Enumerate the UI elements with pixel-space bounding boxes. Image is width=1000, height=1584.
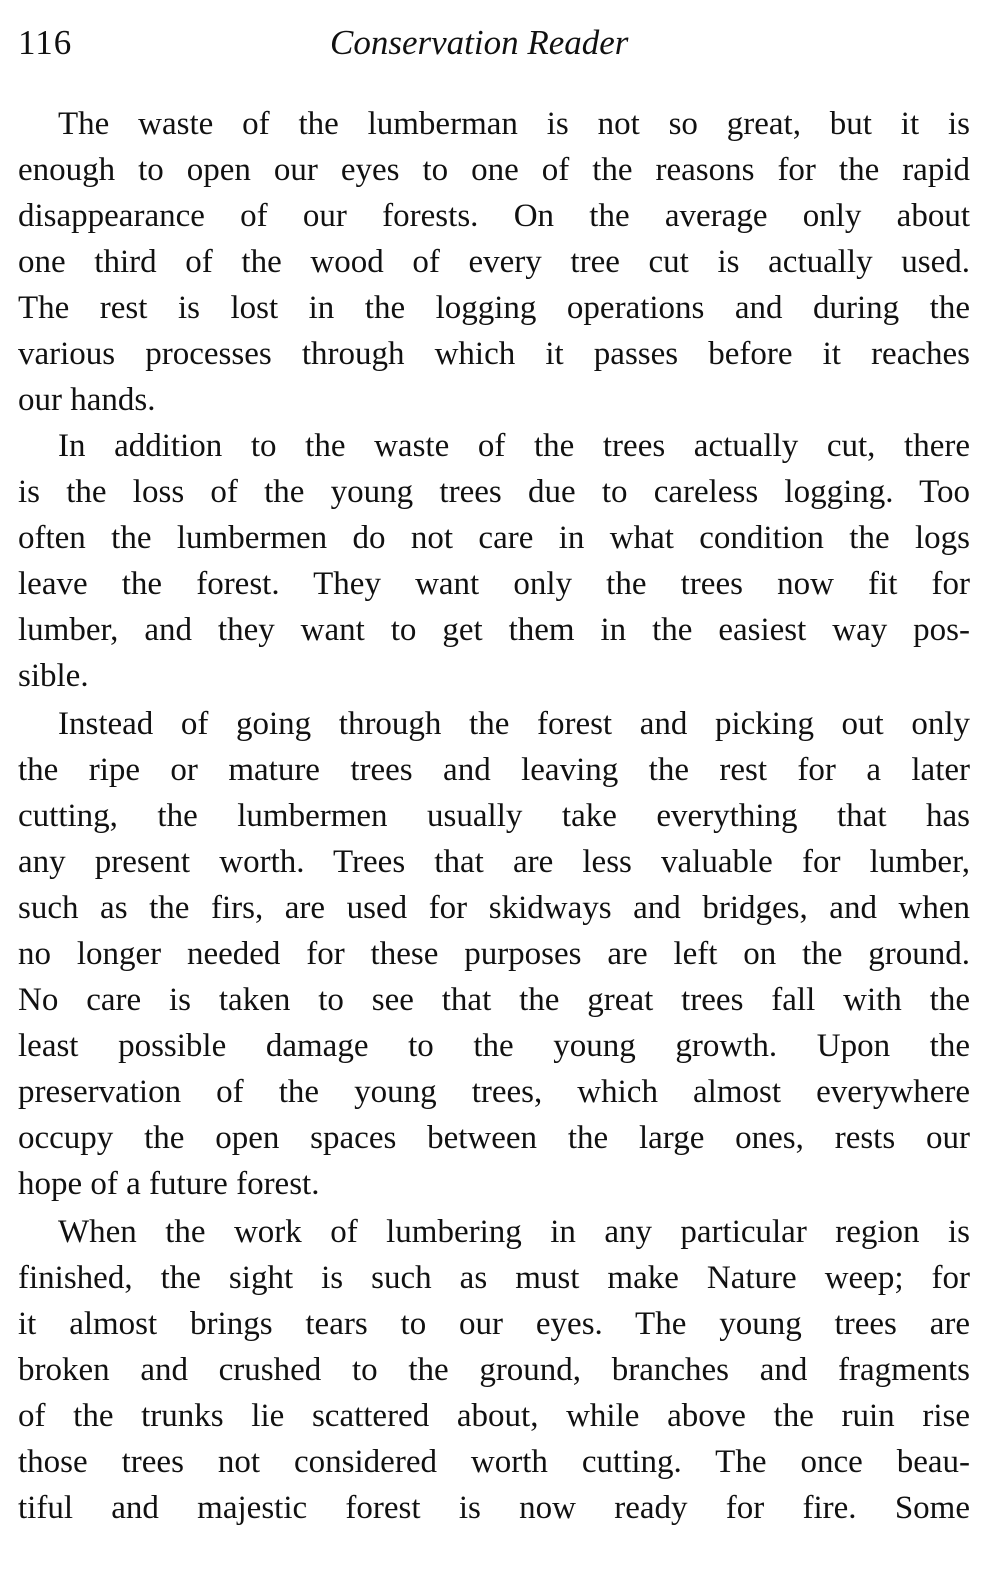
text-line: lumber, and they want to get them in the easiest way pos-: [18, 612, 970, 648]
text-line: of the trunks lie scattered about, while above the ruin rise: [18, 1398, 970, 1434]
text-line: preservation of the young trees, which almost everywhere: [18, 1074, 970, 1110]
text-line: one third of the wood of every tree cut is actually used.: [18, 244, 970, 280]
page-number: 116: [18, 23, 73, 62]
text-line: In addition to the waste of the trees actually cut, there: [58, 428, 970, 464]
text-line: broken and crushed to the ground, branches and fragments: [18, 1352, 970, 1388]
text-line: it almost brings tears to our eyes. The young trees are: [18, 1306, 970, 1342]
text-line: disappearance of our forests. On the average only about: [18, 198, 970, 234]
text-line: sible.: [18, 658, 89, 694]
text-line: is the loss of the young trees due to careless logging. Too: [18, 474, 970, 510]
text-line: least possible damage to the young growth. Upon the: [18, 1028, 970, 1064]
text-line: such as the firs, are used for skidways and bridges, and when: [18, 890, 970, 926]
text-line: any present worth. Trees that are less valuable for lumber,: [18, 844, 970, 880]
text-line: finished, the sight is such as must make Nature weep; for: [18, 1260, 970, 1296]
page-header: [18, 18, 970, 68]
text-line: When the work of lumbering in any particular region is: [58, 1214, 970, 1250]
text-line: The waste of the lumberman is not so great, but it is: [58, 106, 970, 142]
text-line: cutting, the lumbermen usually take everything that has: [18, 798, 970, 834]
running-title: Conservation Reader: [330, 23, 629, 62]
text-line: tiful and majestic forest is now ready for fire. Some: [18, 1490, 970, 1526]
text-line: various processes through which it passes before it reaches: [18, 336, 970, 372]
text-line: no longer needed for these purposes are left on the ground.: [18, 936, 970, 972]
text-line: No care is taken to see that the great trees fall with the: [18, 982, 970, 1018]
text-line: hope of a future forest.: [18, 1166, 320, 1202]
text-line: those trees not considered worth cutting. The once beau-: [18, 1444, 970, 1480]
text-line: Instead of going through the forest and picking out only: [58, 706, 970, 742]
text-line: the ripe or mature trees and leaving the rest for a later: [18, 752, 970, 788]
text-line: our hands.: [18, 382, 156, 418]
text-line: leave the forest. They want only the trees now fit for: [18, 566, 970, 602]
text-line: The rest is lost in the logging operations and during the: [18, 290, 970, 326]
text-line: enough to open our eyes to one of the reasons for the rapid: [18, 152, 970, 188]
text-line: often the lumbermen do not care in what condition the logs: [18, 520, 970, 556]
text-line: occupy the open spaces between the large ones, rests our: [18, 1120, 970, 1156]
